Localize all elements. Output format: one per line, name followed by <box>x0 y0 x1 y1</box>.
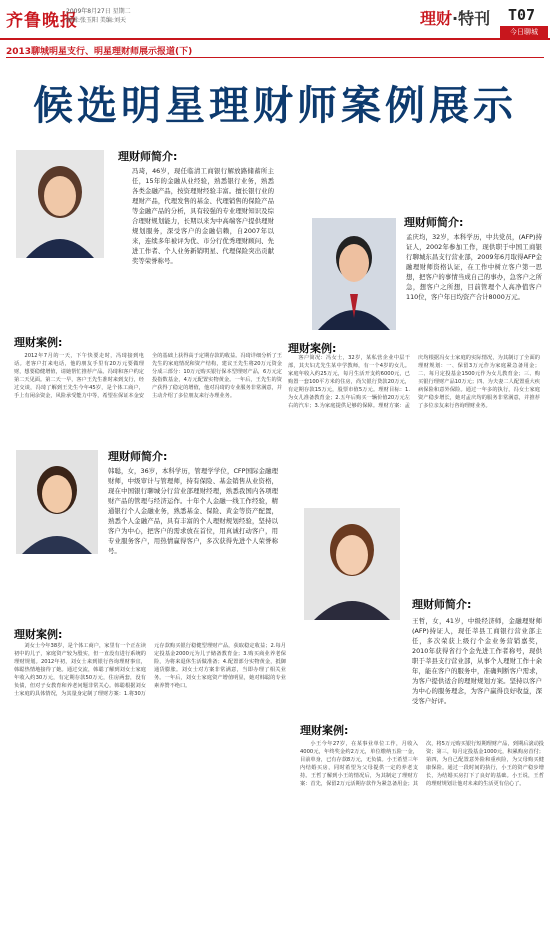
portrait-photo-han <box>16 450 98 554</box>
profile-title-feng: 理财师简介: <box>118 150 178 163</box>
portrait-image <box>16 150 104 258</box>
profile-text-feng: 冯琦，46岁，现任临清工商银行解放路储蓄所主任，15年的金融从业经验，熟悉银行业务，熟悉各类金融产品，按资理财经验丰富。擅长银行业的理财产品，代理发售的基金、代理销售的保险产品等金融产品的分析，具有较强的专业理财知识及综合理财规划能力，长期以来为中高端客户提供理财规划服务，深受客户的金融信赖，自2007年以来，连续多年被评为优、市分行优秀理财顾问、先进工作者、个人业务新销明星、代理保险突出贡献奖等荣誉称号。 <box>132 167 274 265</box>
case-title-feng: 理财案例: <box>14 336 63 349</box>
masthead <box>0 0 550 40</box>
profile-title-han: 理财师简介: <box>108 450 168 463</box>
case-text-han <box>14 642 286 924</box>
portrait-photo-feng <box>16 150 104 258</box>
section-name <box>420 6 490 29</box>
portrait-image <box>304 508 400 620</box>
issue-editors: 编辑:张玉阳 美编:刘天 <box>66 17 126 24</box>
profile-text-han: 韩聪，女，36岁，本科学历，管理学学位，CFP国际金融理财师，中级审计与管理师，持有保险、基金销售从业资格，现在中国银行聊城分行营业部理财经理，熟悉我国内各项理财产品的管理与经济运作。十年个人金融一线工作经验，精通银行个人金融业务，熟悉基金、保险、黄金等资产配置，熟悉个人金融产品，具有丰富的个人理财规划经验，坚持以客户为中心，把客户的需求放在首位，用真诚打动客户，用专业服务客户，用热情赢得客户，多次获得先进个人荣誉称号。 <box>108 467 278 555</box>
portrait-image <box>312 218 396 330</box>
section-tail: 特刊 <box>458 9 491 28</box>
case-text-wang <box>300 740 544 924</box>
issue-date: 2009年8月27日 星期二 <box>66 8 131 15</box>
section-word: 理财 <box>420 9 453 28</box>
newspaper-logo: 齐鲁晚报 <box>6 11 78 31</box>
profile-text-wang: 王哲，女，41岁，中级经济师，金融理财师(AFP)持证人，现任莘县工商银行营业部主任，多次荣获上级行个金业务营销嘉奖，2010年获得省行个金先进工作者称号，现供职于莘县支行营业部，从事个人理财工作十余年，能在客户的服务中，准确判断客户需求，为客户提供适合的理财规划方案。坚持以客户为中心的服务理念，为客户赢得良好收益，深受客户好评。 <box>412 617 542 705</box>
portrait-photo-wang <box>304 508 400 620</box>
case-title-han: 理财案例: <box>14 628 63 641</box>
header-divider <box>6 57 544 58</box>
profile-title-wang: 理财师简介: <box>412 598 472 611</box>
case-paragraph: 客户简况：冯女士，32岁，某私营企业中层干部，其夫妇尤先生某中学教师，有一个4岁的女儿。家庭年收入约25万元，每月生活开支约6000元，已购置一套100平方米的住房，尚欠银行贷款20万元，有定期存款15万元，股票市值5万元。理财目标：1.为女儿准备教育金；2.五年后购买一辆价值20万元左右的汽车；3.为家庭提供足够的保障。理财方案：孟庆均根据冯女士家庭的实际情况，为其制订了全面的理财规划：一、保留3万元作为家庭紧急备用金；二、每月定投基金1500元作为女儿教育金；三、购买银行理财产品10万元；四、为夫妻二人配置重大疾病保险和意外保险。通过一年多的执行，冯女士家庭资产稳步增长，她对孟庆均的服务非常满意，并推荐了多位亲友来行咨询理财业务。 <box>288 355 540 409</box>
case-paragraph: 刘女士今年38岁，是个体工商户，家里有一个正在读初中的儿子，家庭资产较为殷实，但一直没有进行系统的理财规划。2012年初，刘女士来到银行咨询理财事宜，韩聪热情地接待了她。通过交流，韩聪了解到刘女士家庭年收入约30万元，有定期存款50万元，住房两套，没有负债，但对子女教育和养老问题非常关心。韩聪根据刘女士家庭的具体情况，为其量身定制了理财方案：1.将30万元存款购买银行稳健型理财产品，获取稳定收益；2.每月定投基金2000元为儿子储备教育金；3.购买商业养老保险，为将来退休生活做准备；4.配置部分实物黄金，抵御通货膨胀。刘女士对方案非常满意，当即办理了相关业务。一年后，刘女士家庭资产增值明显，她对韩聪的专业素养赞不绝口。 <box>14 643 286 697</box>
page-headline: 候选明星理财师案例展示 <box>33 83 517 129</box>
series-label: 2013聊城明星支行、明星理财师展示报道(下) <box>6 47 193 57</box>
portrait-photo-meng <box>312 218 396 330</box>
portrait-image <box>16 450 98 554</box>
case-text-meng <box>288 354 540 496</box>
page-number: T07 <box>508 6 536 24</box>
profile-title-meng: 理财师简介: <box>404 216 464 229</box>
case-title-meng: 理财案例: <box>288 342 337 355</box>
profile-text-meng: 孟庆均，32岁，本科学历，中共党员，(AFP)持证人，2002年参加工作，现供职于中国工商银行聊城东昌支行营业部，2009年6月取得AFP金融理财师资格认证，在工作中树立客户第一思想，把客户的事情当成自己的事办，急客户之所急，想客户之所想，目前管理个人高净值客户110位，客户年日均资产合计8000万元。 <box>406 233 542 301</box>
section-separator: · <box>452 9 459 28</box>
case-paragraph: 小王今年27岁，在某事业单位工作，月收入4000元，年终奖金约2万元，单位缴纳五险一金，目前单身，已有存款8万元，无负债。小王希望三年内结婚买房，同时希望为父母提供一定的养老支持。王哲了解到小王的情况后，为其制定了理财方案：首先，保留2万元活期存款作为紧急备用金；其次，将5万元购买银行短期理财产品，到期后滚动投资；第三，每月定投基金1000元，积累购房首付；第四，为自己配置意外险和重疾险，为父母购买健康保险。通过一段时间的执行，小王的资产稳步增长，为结婚买房打下了良好的基础。小王说，王哲的理财规划让他对未来的生活更有信心了。 <box>300 741 544 787</box>
section-sub-badge: 今日聊城 <box>500 26 548 38</box>
case-paragraph: 2012年7月的一天，下午快要走时，冯琦接到电话。老客户打来电话，他的朋友手里有20万元要做理财，想要稳健增值，请她帮忙推荐产品。冯琦和客户约定第二天见面。第二天一早，客户王先生准时来到支行，经过交谈，冯琦了解到王先生今年45岁，是个体工商户，手上有闲余资金，风险承受能力中等，希望在保证本金安全的基础上获得高于定期存款的收益。冯琦详细分析了王先生的家庭情况和资产结构，建议王先生将20万元资金分成三部分：10万元购买银行保本型理财产品，6万元定投指数基金，4万元配置实物黄金。一年后，王先生的资产获得了稳定的增值，他对冯琦的专业服务非常满意，并主动介绍了多位朋友来行办理业务。 <box>14 353 282 399</box>
issue-info <box>66 7 156 25</box>
case-title-wang: 理财案例: <box>300 724 349 737</box>
case-text-feng <box>14 352 282 444</box>
